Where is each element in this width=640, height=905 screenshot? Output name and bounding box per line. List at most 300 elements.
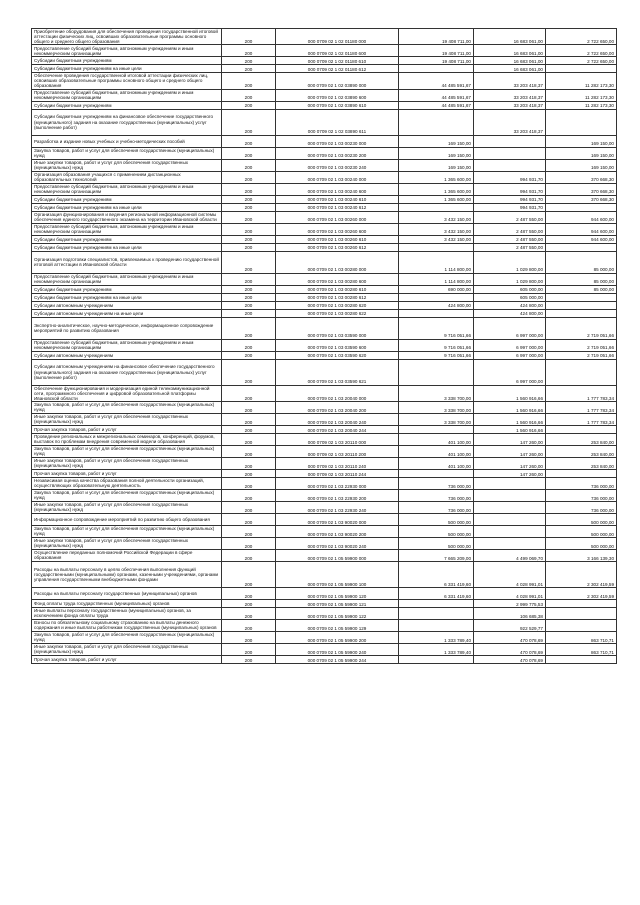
row-name: Закупка товаров, работ и услуг для обеспечения государственных (муниципальных) нужд: [32, 147, 222, 159]
row-name: Иные выплаты персоналу государственных (муниципальных) органов, за исключением фонда оплаты труда: [32, 607, 222, 619]
table-row: [32, 223, 617, 235]
row-code: 200: [222, 655, 276, 663]
row-unexecuted-amount: 370 668,30: [546, 171, 617, 183]
table-row: [32, 171, 617, 183]
row-approved-amount: [399, 469, 474, 477]
row-approved-amount: 500 000,00: [399, 513, 474, 525]
row-unexecuted-amount: 253 840,00: [546, 433, 617, 445]
row-code: 200: [222, 293, 276, 301]
row-name: Субсидии бюджетным учреждениям на иные цели: [32, 243, 222, 251]
row-unexecuted-amount: [546, 619, 617, 631]
row-approved-amount: 1 365 600,00: [399, 171, 474, 183]
row-kbk: 000 0709 02 1 03 90020 240: [276, 537, 399, 549]
row-executed-amount: [474, 525, 546, 537]
row-approved-amount: 3 432 150,00: [399, 223, 474, 235]
row-executed-amount: 994 931,70: [474, 203, 546, 211]
row-code: 200: [222, 109, 276, 135]
row-executed-amount: [474, 513, 546, 525]
row-code: 200: [222, 301, 276, 309]
row-unexecuted-amount: 370 668,30: [546, 195, 617, 203]
row-name: Иные закупки товаров, работ и услуг для обеспечения государственных (муниципальных) нужд: [32, 501, 222, 513]
row-executed-amount: 2 487 550,00: [474, 243, 546, 251]
row-kbk: 000 0709 02 1 03 20040 244: [276, 425, 399, 433]
row-executed-amount: 2 487 550,00: [474, 235, 546, 243]
row-executed-amount: 16 683 061,00: [474, 29, 546, 45]
row-executed-amount: 147 260,00: [474, 433, 546, 445]
row-unexecuted-amount: 3 166 139,30: [546, 549, 617, 561]
row-approved-amount: 7 665 209,00: [399, 549, 474, 561]
row-kbk: 000 0709 02 1 02 03890 610: [276, 101, 399, 109]
row-unexecuted-amount: 253 840,00: [546, 457, 617, 469]
table-row: [32, 65, 617, 73]
row-approved-amount: 690 000,00: [399, 285, 474, 293]
table-row: [32, 537, 617, 549]
row-code: 200: [222, 351, 276, 359]
row-unexecuted-amount: 944 600,00: [546, 223, 617, 235]
table-row: [32, 489, 617, 501]
row-executed-amount: 33 203 418,37: [474, 73, 546, 89]
row-unexecuted-amount: 85 000,00: [546, 285, 617, 293]
table-body: [32, 29, 617, 664]
row-unexecuted-amount: [546, 607, 617, 619]
row-executed-amount: [474, 501, 546, 513]
row-executed-amount: [474, 477, 546, 489]
row-name: Предоставление субсидий бюджетным, автономным учреждениям и иным некоммерческим организациям: [32, 339, 222, 351]
row-approved-amount: 401 100,00: [399, 457, 474, 469]
row-kbk: 000 0709 02 1 03 22930 200: [276, 489, 399, 501]
row-unexecuted-amount: 500 000,00: [546, 525, 617, 537]
row-code: 200: [222, 273, 276, 285]
table-row: [32, 457, 617, 469]
row-executed-amount: 424 800,00: [474, 309, 546, 317]
row-kbk: 000 0709 02 1 02 01180 610: [276, 57, 399, 65]
row-executed-amount: 16 683 061,00: [474, 45, 546, 57]
row-kbk: 000 0709 02 1 05 59900 122: [276, 607, 399, 619]
row-name: Организация подготовки специалистов, привлекаемых к проведению государственной итоговой аттестации в Ивановской области: [32, 251, 222, 273]
row-kbk: 000 0709 02 1 02 01180 000: [276, 29, 399, 45]
row-code: 200: [222, 211, 276, 223]
row-kbk: 000 0709 02 1 03 00280 622: [276, 309, 399, 317]
row-unexecuted-amount: [546, 469, 617, 477]
row-executed-amount: 1 029 800,00: [474, 251, 546, 273]
row-code: 200: [222, 413, 276, 425]
row-name: Субсидии автономным учреждениям на финансовое обеспечение государственного (муниципального) задания на оказание государственных (муниципальных) услуг (выполнение работ): [32, 359, 222, 385]
row-approved-amount: 1 365 600,00: [399, 183, 474, 195]
row-executed-amount: 1 560 916,66: [474, 385, 546, 401]
row-kbk: 000 0709 02 1 03 20110 244: [276, 469, 399, 477]
row-unexecuted-amount: 11 282 173,30: [546, 101, 617, 109]
row-approved-amount: [399, 425, 474, 433]
row-kbk: 000 0709 02 1 03 03590 621: [276, 359, 399, 385]
row-kbk: 000 0709 02 1 03 00240 000: [276, 171, 399, 183]
row-kbk: 000 0709 02 1 03 00240 612: [276, 203, 399, 211]
row-kbk: 000 0709 02 1 03 22930 240: [276, 501, 399, 513]
row-executed-amount: 2 487 550,00: [474, 223, 546, 235]
row-code: 200: [222, 235, 276, 243]
row-kbk: 000 0709 02 1 05 59900 120: [276, 587, 399, 599]
row-code: 200: [222, 359, 276, 385]
row-executed-amount: 994 931,70: [474, 183, 546, 195]
table-row: [32, 655, 617, 663]
table-row: [32, 73, 617, 89]
row-name: Предоставление субсидий бюджетным, автономным учреждениям и иным некоммерческим организациям: [32, 183, 222, 195]
row-code: 200: [222, 513, 276, 525]
table-row: [32, 359, 617, 385]
row-code: 200: [222, 339, 276, 351]
row-code: 200: [222, 89, 276, 101]
row-name: Предоставление субсидий бюджетным, автономным учреждениям и иным некоммерческим организациям: [32, 89, 222, 101]
table-row: [32, 251, 617, 273]
row-code: 200: [222, 561, 276, 587]
row-executed-amount: 6 997 000,00: [474, 351, 546, 359]
row-approved-amount: [399, 359, 474, 385]
row-code: 200: [222, 73, 276, 89]
row-kbk: 000 0709 02 1 03 20040 000: [276, 385, 399, 401]
row-unexecuted-amount: 2 719 051,66: [546, 339, 617, 351]
row-executed-amount: 147 260,00: [474, 469, 546, 477]
row-executed-amount: 470 078,69: [474, 655, 546, 663]
row-kbk: 000 0709 02 1 03 03590 000: [276, 317, 399, 339]
table-row: [32, 309, 617, 317]
row-unexecuted-amount: 253 840,00: [546, 445, 617, 457]
row-approved-amount: 6 331 419,60: [399, 561, 474, 587]
row-kbk: 000 0709 02 1 03 20040 240: [276, 413, 399, 425]
row-unexecuted-amount: 370 668,30: [546, 183, 617, 195]
row-executed-amount: 994 931,70: [474, 195, 546, 203]
table-row: [32, 401, 617, 413]
row-kbk: 000 0709 02 1 03 22930 000: [276, 477, 399, 489]
row-name: Субсидии автономным учреждениям: [32, 351, 222, 359]
row-approved-amount: [399, 619, 474, 631]
row-kbk: 000 0709 02 1 05 59900 000: [276, 549, 399, 561]
table-row: [32, 29, 617, 45]
row-approved-amount: 19 408 711,00: [399, 45, 474, 57]
row-executed-amount: 33 203 418,37: [474, 101, 546, 109]
row-name: Субсидии бюджетным учреждениям: [32, 195, 222, 203]
row-approved-amount: 424 800,00: [399, 301, 474, 309]
row-name: Иные закупки товаров, работ и услуг для обеспечения государственных (муниципальных) нужд: [32, 413, 222, 425]
table-row: [32, 385, 617, 401]
row-code: 200: [222, 45, 276, 57]
row-approved-amount: 1 333 789,40: [399, 631, 474, 643]
row-name: Иные закупки товаров, работ и услуг для обеспечения государственных (муниципальных) нужд: [32, 457, 222, 469]
row-kbk: 000 0709 02 1 05 59900 129: [276, 619, 399, 631]
row-unexecuted-amount: 1 777 783,34: [546, 413, 617, 425]
table-row: [32, 285, 617, 293]
row-executed-amount: 33 203 418,37: [474, 109, 546, 135]
row-name: Проведение региональных и межрегиональных семинаров, конференций, форумов, выставок по проблемам внедрения современной модели образования: [32, 433, 222, 445]
row-code: 200: [222, 183, 276, 195]
row-approved-amount: [399, 599, 474, 607]
row-name: Иные закупки товаров, работ и услуг для обеспечения государственных (муниципальных) нужд: [32, 537, 222, 549]
table-row: [32, 183, 617, 195]
row-executed-amount: 1 560 916,66: [474, 425, 546, 433]
row-executed-amount: [474, 489, 546, 501]
row-code: 200: [222, 401, 276, 413]
row-name: Информационное сопровождение мероприятий по развитию общего образования: [32, 513, 222, 525]
table-row: [32, 135, 617, 147]
row-unexecuted-amount: 736 000,00: [546, 489, 617, 501]
row-unexecuted-amount: 2 722 650,00: [546, 57, 617, 65]
row-name: Закупка товаров, работ и услуг для обеспечения государственных (муниципальных) нужд: [32, 489, 222, 501]
row-unexecuted-amount: [546, 301, 617, 309]
row-name: Экспертно-аналитическое, научно-методическое, информационное сопровождение мероприятий по развитию образования: [32, 317, 222, 339]
row-code: 200: [222, 599, 276, 607]
table-row: [32, 101, 617, 109]
row-name: Закупка товаров, работ и услуг для обеспечения государственных (муниципальных) нужд: [32, 525, 222, 537]
row-executed-amount: 2 487 550,00: [474, 211, 546, 223]
row-name: Расходы на выплаты персоналу государственных (муниципальных) органов: [32, 587, 222, 599]
row-code: 200: [222, 285, 276, 293]
row-executed-amount: [474, 537, 546, 549]
table-row: [32, 235, 617, 243]
row-unexecuted-amount: 2 719 051,66: [546, 351, 617, 359]
row-name: Организация функционирования и ведения региональной информационной системы обеспечения единого государственного экзамена на территории Ивановской области: [32, 211, 222, 223]
row-code: 200: [222, 445, 276, 457]
row-approved-amount: 500 000,00: [399, 525, 474, 537]
row-unexecuted-amount: 1 777 783,34: [546, 401, 617, 413]
row-kbk: 000 0709 02 1 03 00280 000: [276, 251, 399, 273]
row-kbk: 000 0709 02 1 05 59900 244: [276, 655, 399, 663]
row-approved-amount: 169 150,00: [399, 135, 474, 147]
table-row: [32, 643, 617, 655]
row-executed-amount: 605 000,00: [474, 293, 546, 301]
row-approved-amount: 3 338 700,00: [399, 413, 474, 425]
row-approved-amount: [399, 655, 474, 663]
table-row: [32, 293, 617, 301]
table-row: [32, 301, 617, 309]
row-unexecuted-amount: [546, 203, 617, 211]
row-approved-amount: 401 100,00: [399, 433, 474, 445]
row-approved-amount: [399, 243, 474, 251]
row-unexecuted-amount: [546, 655, 617, 663]
row-unexecuted-amount: 11 282 173,30: [546, 89, 617, 101]
table-row: [32, 513, 617, 525]
row-unexecuted-amount: [546, 599, 617, 607]
table-row: [32, 57, 617, 65]
row-unexecuted-amount: 500 000,00: [546, 513, 617, 525]
row-name: Субсидии бюджетным учреждениям на финансовое обеспечение государственного (муниципального) задания на оказание государственных (муниципальных) услуг (выполнение работ): [32, 109, 222, 135]
row-unexecuted-amount: 500 000,00: [546, 537, 617, 549]
row-kbk: 000 0709 02 1 03 00230 240: [276, 159, 399, 171]
row-code: 200: [222, 425, 276, 433]
row-approved-amount: [399, 607, 474, 619]
row-executed-amount: 424 800,00: [474, 301, 546, 309]
row-unexecuted-amount: 2 719 051,66: [546, 317, 617, 339]
row-kbk: 000 0709 02 1 05 59900 121: [276, 599, 399, 607]
row-executed-amount: 1 029 800,00: [474, 273, 546, 285]
row-unexecuted-amount: 85 000,00: [546, 251, 617, 273]
row-unexecuted-amount: 85 000,00: [546, 273, 617, 285]
row-kbk: 000 0709 02 1 03 00280 620: [276, 301, 399, 309]
row-name: Субсидии бюджетным учреждениям: [32, 57, 222, 65]
row-code: 200: [222, 489, 276, 501]
table-row: [32, 445, 617, 457]
row-unexecuted-amount: 736 000,00: [546, 477, 617, 489]
table-row: [32, 433, 617, 445]
row-kbk: 000 0709 02 1 05 59900 200: [276, 631, 399, 643]
row-approved-amount: 1 114 800,00: [399, 273, 474, 285]
budget-execution-table: [31, 28, 617, 664]
row-approved-amount: 169 150,00: [399, 159, 474, 171]
row-name: Независимая оценка качества образования полной деятельности организаций, осуществляющих образовательную деятельность: [32, 477, 222, 489]
row-approved-amount: 9 716 051,66: [399, 351, 474, 359]
row-kbk: 000 0709 02 1 03 90020 200: [276, 525, 399, 537]
row-executed-amount: 6 997 000,00: [474, 359, 546, 385]
row-name: Закупка товаров, работ и услуг для обеспечения государственных (муниципальных) нужд: [32, 401, 222, 413]
row-kbk: 000 0709 02 1 03 20110 240: [276, 457, 399, 469]
row-executed-amount: 1 560 916,66: [474, 413, 546, 425]
row-kbk: 000 0709 02 1 03 00230 000: [276, 135, 399, 147]
row-unexecuted-amount: 2 302 419,59: [546, 561, 617, 587]
table-row: [32, 561, 617, 587]
row-executed-amount: 147 260,00: [474, 445, 546, 457]
row-approved-amount: [399, 65, 474, 73]
row-name: Субсидии бюджетным учреждениям на иные цели: [32, 293, 222, 301]
row-code: 200: [222, 317, 276, 339]
row-approved-amount: 1 333 789,40: [399, 643, 474, 655]
row-name: Расходы на выплаты персоналу в целях обеспечения выполнения функций государственными (муниципальными) органами, казенными учреждениями, органами управления государственными внебюджетными фондами: [32, 561, 222, 587]
row-executed-amount: 4 499 069,70: [474, 549, 546, 561]
table-row: [32, 619, 617, 631]
row-executed-amount: 4 028 991,01: [474, 587, 546, 599]
row-code: 200: [222, 65, 276, 73]
row-name: Субсидии бюджетным учреждениям: [32, 285, 222, 293]
row-kbk: 000 0709 02 1 03 00280 610: [276, 285, 399, 293]
row-unexecuted-amount: [546, 359, 617, 385]
row-name: Иные закупки товаров, работ и услуг для обеспечения государственных (муниципальных) нужд: [32, 159, 222, 171]
row-approved-amount: 169 150,00: [399, 147, 474, 159]
table-row: [32, 243, 617, 251]
row-code: 200: [222, 223, 276, 235]
table-row: [32, 599, 617, 607]
row-unexecuted-amount: [546, 425, 617, 433]
table-row: [32, 587, 617, 599]
row-executed-amount: [474, 135, 546, 147]
row-kbk: 000 0709 02 1 03 03590 620: [276, 351, 399, 359]
row-name: Субсидии бюджетным учреждениям: [32, 235, 222, 243]
table-row: [32, 203, 617, 211]
row-kbk: 000 0709 02 1 03 00260 000: [276, 211, 399, 223]
row-kbk: 000 0709 02 1 03 00260 600: [276, 223, 399, 235]
row-unexecuted-amount: 863 710,71: [546, 643, 617, 655]
table-row: [32, 159, 617, 171]
row-approved-amount: 1 365 600,00: [399, 195, 474, 203]
row-code: 200: [222, 203, 276, 211]
row-code: 200: [222, 29, 276, 45]
table-row: [32, 469, 617, 477]
row-name: Предоставление субсидий бюджетным, автономным учреждениям и иным некоммерческим организациям: [32, 273, 222, 285]
row-unexecuted-amount: [546, 293, 617, 301]
row-executed-amount: 994 931,70: [474, 171, 546, 183]
row-kbk: 000 0709 02 1 02 03890 611: [276, 109, 399, 135]
row-code: 200: [222, 537, 276, 549]
row-code: 200: [222, 457, 276, 469]
row-code: 200: [222, 477, 276, 489]
row-approved-amount: [399, 109, 474, 135]
row-code: 200: [222, 433, 276, 445]
row-unexecuted-amount: [546, 243, 617, 251]
row-executed-amount: [474, 159, 546, 171]
row-executed-amount: 16 683 061,00: [474, 65, 546, 73]
row-executed-amount: 147 260,00: [474, 457, 546, 469]
row-name: Иные закупки товаров, работ и услуг для обеспечения государственных (муниципальных) нужд: [32, 643, 222, 655]
table-row: [32, 89, 617, 101]
row-unexecuted-amount: 169 150,00: [546, 159, 617, 171]
row-name: Обеспечение проведения государственной итоговой аттестации физических лиц, освоивших образовательные программы основного общего и среднего общего образования: [32, 73, 222, 89]
row-approved-amount: 3 432 150,00: [399, 211, 474, 223]
row-name: Закупка товаров, работ и услуг для обеспечения государственных (муниципальных) нужд: [32, 445, 222, 457]
row-unexecuted-amount: [546, 65, 617, 73]
row-name: Взносы по обязательному социальному страхованию на выплаты денежного содержания и иные выплаты работникам государственных (муниципальных) органов: [32, 619, 222, 631]
row-approved-amount: 3 338 700,00: [399, 401, 474, 413]
row-name: Субсидии автономным учреждениям: [32, 301, 222, 309]
row-code: 200: [222, 101, 276, 109]
row-code: 200: [222, 587, 276, 599]
table-row: [32, 501, 617, 513]
row-unexecuted-amount: 2 722 650,00: [546, 45, 617, 57]
row-kbk: 000 0709 02 1 03 00230 200: [276, 147, 399, 159]
row-kbk: 000 0709 02 1 03 00280 612: [276, 293, 399, 301]
row-approved-amount: 1 114 800,00: [399, 251, 474, 273]
row-name: Закупка товаров, работ и услуг для обеспечения государственных (муниципальных) нужд: [32, 631, 222, 643]
table-row: [32, 211, 617, 223]
row-unexecuted-amount: [546, 109, 617, 135]
row-approved-amount: 9 716 051,66: [399, 317, 474, 339]
row-name: Осуществление переданных полномочий Российской Федерации в сфере образования: [32, 549, 222, 561]
row-executed-amount: 6 997 000,00: [474, 317, 546, 339]
row-approved-amount: 6 331 419,60: [399, 587, 474, 599]
row-unexecuted-amount: 2 722 650,00: [546, 29, 617, 45]
row-name: Прочая закупка товаров, работ и услуг: [32, 425, 222, 433]
row-name: Предоставление субсидий бюджетным, автономным учреждениям и иным некоммерческим организациям: [32, 45, 222, 57]
table-row: [32, 273, 617, 285]
row-name: Фонд оплаты труда государственных (муниципальных) органов: [32, 599, 222, 607]
row-approved-amount: 19 408 711,00: [399, 29, 474, 45]
table-row: [32, 549, 617, 561]
row-unexecuted-amount: 944 600,00: [546, 235, 617, 243]
row-code: 200: [222, 631, 276, 643]
row-approved-amount: 3 338 700,00: [399, 385, 474, 401]
row-name: Прочая закупка товаров, работ и услуг: [32, 655, 222, 663]
row-unexecuted-amount: 736 000,00: [546, 501, 617, 513]
row-executed-amount: 470 078,69: [474, 631, 546, 643]
table-row: [32, 425, 617, 433]
row-approved-amount: [399, 309, 474, 317]
row-code: 200: [222, 57, 276, 65]
row-code: 200: [222, 549, 276, 561]
row-unexecuted-amount: 1 777 783,34: [546, 385, 617, 401]
row-name: Субсидии бюджетным учреждениям на иные цели: [32, 65, 222, 73]
table-row: [32, 525, 617, 537]
row-name: Организация образования учащихся с применением дистанционных образовательных технологий: [32, 171, 222, 183]
row-approved-amount: [399, 203, 474, 211]
row-executed-amount: 106 685,38: [474, 607, 546, 619]
row-code: 200: [222, 309, 276, 317]
table-row: [32, 631, 617, 643]
row-approved-amount: 44 485 591,67: [399, 73, 474, 89]
row-approved-amount: 736 000,00: [399, 489, 474, 501]
row-executed-amount: 6 997 000,00: [474, 339, 546, 351]
row-name: Субсидии бюджетным учреждениям на иные цели: [32, 203, 222, 211]
row-name: Обеспечение функционирования и модернизация единой телекоммуникационной сети, программного обеспечения и цифровой образовательной платформы Ивановской области: [32, 385, 222, 401]
row-unexecuted-amount: 863 710,71: [546, 631, 617, 643]
table-row: [32, 413, 617, 425]
row-name: Разработка и издание новых учебных и учебно-методических пособий: [32, 135, 222, 147]
row-code: 200: [222, 195, 276, 203]
row-kbk: 000 0709 02 1 03 20040 200: [276, 401, 399, 413]
row-code: 200: [222, 171, 276, 183]
